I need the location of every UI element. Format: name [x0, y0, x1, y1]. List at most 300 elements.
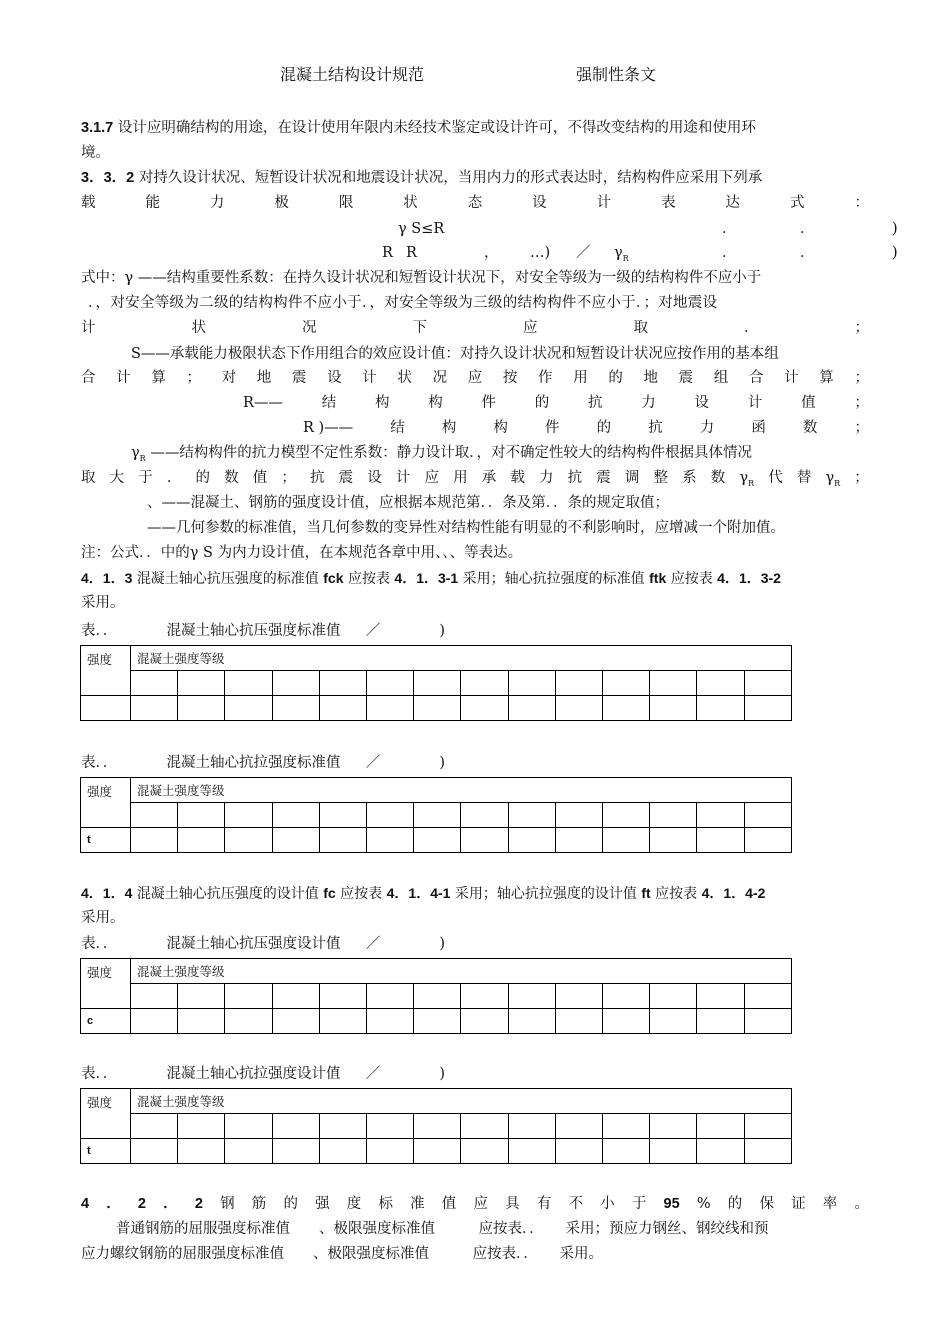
- word: 构: [428, 395, 443, 411]
- word: 强: [315, 1196, 330, 1212]
- table-cell: [178, 828, 225, 853]
- table-cell: [744, 984, 791, 1009]
- word: 应: [523, 320, 538, 336]
- table-cell: [603, 1009, 650, 1034]
- explanation-line2: ．，对安全等级为二级的结构构件不应小于．，对安全等级为三级的结构构件不应小于．；对地震设: [88, 295, 718, 311]
- table-cell: [414, 696, 461, 721]
- word: 取: [633, 320, 648, 336]
- table-cell: [508, 828, 555, 853]
- table-cell: [319, 828, 366, 853]
- caption-slash: ／: [365, 623, 381, 639]
- word: 按: [502, 370, 518, 386]
- table-header-row: [81, 1089, 792, 1114]
- word: 地: [643, 370, 658, 386]
- word: ；: [854, 470, 869, 486]
- word: 2: [137, 1196, 146, 1212]
- text: 应按表: [347, 571, 390, 587]
- formula-2-dot-b: ．: [800, 245, 815, 261]
- word: 函: [751, 420, 766, 436]
- table-row: [81, 828, 792, 853]
- table-cell: [744, 1139, 791, 1164]
- r-definition-line: [243, 391, 869, 415]
- word: 的: [534, 395, 550, 411]
- word: 结: [321, 395, 337, 411]
- table-cell: [603, 828, 650, 853]
- table-cell: [697, 803, 744, 828]
- word: 载: [510, 470, 525, 486]
- word: 式: [789, 195, 805, 211]
- table-cell: [603, 696, 650, 721]
- table-cell: [650, 1139, 697, 1164]
- table-cell: [178, 803, 225, 828]
- table3-caption: [81, 932, 445, 956]
- table-cell: [508, 1139, 555, 1164]
- caption-title: 混凝土轴心抗拉强度设计值: [166, 1066, 341, 1082]
- word: γ: [739, 470, 749, 486]
- word: 抗: [310, 470, 325, 486]
- symbol-fck: fck: [323, 570, 344, 586]
- word: 的: [283, 1196, 298, 1212]
- word: 设: [367, 470, 382, 486]
- word: 证: [791, 1196, 806, 1212]
- table-cell: [367, 1139, 414, 1164]
- gamma-subscript: R: [748, 479, 755, 488]
- fy-definition-line: 、——混凝土、钢筋的强度设计值，应根据本规范第．．条及第．．条的规定取值；: [147, 495, 669, 511]
- word: 4: [81, 1196, 90, 1212]
- table-cell: [697, 671, 744, 696]
- word: 计: [81, 320, 96, 336]
- caption-number: 表．．: [81, 1066, 118, 1082]
- text: 混凝土轴心抗压强度的设计值: [136, 886, 319, 902]
- word: 态: [467, 195, 483, 211]
- word: ；: [854, 395, 869, 411]
- word: 震: [678, 370, 694, 386]
- word: 对: [221, 370, 237, 386]
- table-cell: [367, 828, 414, 853]
- word: 计: [395, 470, 411, 486]
- word: 结: [390, 420, 405, 436]
- word: 值: [441, 1196, 457, 1212]
- table-cell: [650, 1114, 697, 1139]
- clause-413-line2: 采用。: [81, 595, 125, 611]
- word: 限: [338, 195, 354, 211]
- word: ．: [166, 470, 182, 486]
- table-cell: [367, 696, 414, 721]
- table-cell: [225, 984, 272, 1009]
- table-cell: [461, 803, 508, 828]
- row-label: c: [81, 1009, 131, 1034]
- word: 保: [759, 1196, 774, 1212]
- word: 小: [600, 1196, 615, 1212]
- word: 达: [725, 195, 741, 211]
- formula-2-slash: ／: [576, 245, 591, 261]
- word: 设: [694, 395, 710, 411]
- header-grade: 混凝土强度等级: [131, 646, 792, 671]
- clause-413-line1: [81, 566, 781, 591]
- word: 标: [378, 1196, 393, 1212]
- table-row: [81, 1009, 792, 1034]
- word: 值: [252, 470, 268, 486]
- formula-2-gamma: [614, 241, 629, 267]
- gamma-r-line1: [131, 441, 752, 467]
- word: ；: [854, 420, 869, 436]
- table-cell: [555, 803, 602, 828]
- word: R——: [243, 395, 283, 411]
- word: 率: [822, 1196, 838, 1212]
- symbol-ftk: ftk: [649, 570, 667, 586]
- formula-2-paren: ): [892, 245, 898, 261]
- table-cell: [555, 828, 602, 853]
- gamma-r-text: ——结构构件的抗力模型不定性系数：静力设计取．，对不确定性较大的结构构件根据具体情况: [150, 445, 753, 461]
- table-cell: [319, 984, 366, 1009]
- table-cell: [225, 828, 272, 853]
- table4: [80, 1088, 792, 1164]
- formula-1: γ S≤R: [398, 221, 445, 237]
- word: 地: [256, 370, 272, 386]
- table-cell: [367, 1009, 414, 1034]
- table-cell: [461, 696, 508, 721]
- gamma-subscript: R: [139, 454, 146, 463]
- caption-paren: ): [439, 623, 446, 639]
- table-cell: [131, 803, 178, 828]
- symbol-fc: fc: [323, 885, 336, 901]
- caption-paren: ): [439, 1066, 446, 1082]
- table-cell: [603, 803, 650, 828]
- table2: [80, 777, 792, 853]
- table-cell: [461, 984, 508, 1009]
- clause-332-number: 3．3．2: [81, 170, 135, 186]
- table-cell: [508, 803, 555, 828]
- explanation-line1: 式中：γ ——结构重要性系数：在持久设计状况和短暂设计状况下，对安全等级为一级的结构构件不应小于: [81, 270, 762, 286]
- word: 应: [473, 1196, 488, 1212]
- word: 下: [412, 320, 427, 336]
- header-strength: 强度: [81, 959, 131, 1009]
- table-cell: [367, 671, 414, 696]
- table-cell: [697, 1009, 744, 1034]
- word: 计: [362, 370, 377, 386]
- word: 合: [81, 370, 96, 386]
- table-cell: [272, 1009, 319, 1034]
- table-cell: [461, 671, 508, 696]
- word: γ: [825, 470, 835, 486]
- word: 计: [596, 195, 612, 211]
- s-definition-line2: [81, 366, 869, 390]
- note-line: 注：公式．．中的γ S 为内力设计值，在本规范各章中用、、、等表达。: [81, 545, 523, 561]
- table-cell: [414, 1114, 461, 1139]
- table-cell: [225, 696, 272, 721]
- table-cell: [272, 828, 319, 853]
- caption-paren: ): [439, 755, 446, 771]
- word: ．: [106, 1196, 121, 1212]
- caption-title: 混凝土轴心抗拉强度标准值: [166, 755, 341, 771]
- table-cell: [319, 1139, 366, 1164]
- word: 应: [467, 370, 483, 386]
- row-label: t: [81, 828, 131, 853]
- word: 不: [568, 1196, 583, 1212]
- formula-2-r2: R: [406, 245, 417, 261]
- clause-317-line2: 境。: [81, 145, 110, 161]
- caption-title: 混凝土轴心抗压强度标准值: [166, 623, 341, 639]
- header-grade: 混凝土强度等级: [131, 959, 792, 984]
- word: 极: [274, 195, 289, 211]
- clause-332-line1: [81, 166, 762, 190]
- table2-caption: [81, 751, 445, 775]
- table-cell: [319, 1009, 366, 1034]
- table-cell: [178, 1114, 225, 1139]
- table-cell: [744, 696, 791, 721]
- word: 的: [195, 470, 210, 486]
- table-cell: [697, 1139, 744, 1164]
- table-header-row: [81, 778, 792, 803]
- gamma-symbol: γ: [614, 245, 623, 261]
- table-cell: [178, 696, 225, 721]
- formula-2-r1: R: [382, 245, 393, 261]
- word: 载: [81, 195, 96, 211]
- word: 代: [768, 470, 783, 486]
- header-strength: 强度: [81, 778, 131, 828]
- clause-422-line1: [81, 1192, 869, 1216]
- row-label: [81, 696, 131, 721]
- word: 震: [596, 470, 611, 486]
- clause-332-line2: [81, 191, 869, 215]
- table-cell: [508, 984, 555, 1009]
- table-cell: [555, 1139, 602, 1164]
- explanation-line3: [81, 316, 869, 340]
- word: 应: [424, 470, 439, 486]
- row-label: t: [81, 1139, 131, 1164]
- table-cell: [272, 671, 319, 696]
- formula-2-dot-a: ．: [722, 245, 737, 261]
- table-header-row: [81, 959, 792, 984]
- clause-317-number: 3.1.7: [81, 120, 114, 136]
- word: %: [696, 1196, 711, 1212]
- table-cell: [508, 1114, 555, 1139]
- word: 算: [819, 370, 834, 386]
- word: 系: [682, 470, 697, 486]
- table-cell: [650, 696, 697, 721]
- text: 应按表: [670, 571, 713, 587]
- table-cell: [131, 984, 178, 1009]
- word: 筋: [251, 1196, 267, 1212]
- table-ref: 4．1．4-1: [386, 885, 451, 901]
- table-cell: [508, 1009, 555, 1034]
- doc-subtitle: 强制性条文: [576, 67, 657, 84]
- word: R )——: [303, 420, 354, 436]
- word: 度: [346, 1196, 362, 1212]
- word: 力: [209, 195, 225, 211]
- word: 替: [796, 470, 812, 486]
- table-cell: [744, 671, 791, 696]
- caption-number: 表．．: [81, 936, 118, 952]
- caption-slash: ／: [365, 1066, 381, 1082]
- table-cell: [414, 803, 461, 828]
- word: 钢: [220, 1196, 235, 1212]
- table-cell: [603, 1114, 650, 1139]
- word: 表: [661, 195, 676, 211]
- formula-2-ellipsis: …): [530, 245, 551, 261]
- word: 数: [802, 420, 818, 436]
- caption-paren: ): [439, 936, 446, 952]
- table-ref: 4．1．3-1: [394, 570, 459, 586]
- formula-2-comma: ，: [484, 245, 499, 261]
- gamma-subscript: R: [834, 479, 841, 488]
- table-cell: [508, 671, 555, 696]
- table-cell: [319, 696, 366, 721]
- table-cell: [225, 1114, 272, 1139]
- table-cell: [508, 696, 555, 721]
- table-cell: [178, 671, 225, 696]
- formula-1-dot-a: ．: [722, 221, 737, 237]
- formula-1-dot-b: ．: [800, 221, 815, 237]
- word: 计: [784, 370, 799, 386]
- text: 混凝土轴心抗压强度的标准值: [136, 571, 319, 587]
- clause-317-line1: [81, 116, 756, 140]
- word: 。: [854, 1196, 869, 1212]
- table-cell: [225, 671, 272, 696]
- table1-caption: [81, 619, 445, 643]
- table-grade-row: [81, 803, 792, 828]
- word: 抗: [588, 395, 603, 411]
- s-definition-line1: S——承载能力极限状态下作用组合的效应设计值：对持久设计状况和短暂设计状况应按作用的基本组: [131, 346, 779, 362]
- table-row: [81, 1139, 792, 1164]
- table-cell: [555, 984, 602, 1009]
- table-cell: [650, 803, 697, 828]
- word: 2: [194, 1196, 203, 1212]
- table-cell: [131, 696, 178, 721]
- table-cell: [744, 828, 791, 853]
- table-cell: [131, 828, 178, 853]
- word: ：: [854, 195, 869, 211]
- word: 于: [631, 1196, 647, 1212]
- header-grade: 混凝土强度等级: [131, 778, 792, 803]
- table-cell: [650, 1009, 697, 1034]
- word: 力: [699, 420, 715, 436]
- table-cell: [319, 671, 366, 696]
- table-cell: [414, 828, 461, 853]
- table-cell: [225, 1009, 272, 1034]
- word: ；: [854, 320, 869, 336]
- table-cell: [650, 671, 697, 696]
- table3: [80, 958, 792, 1034]
- table-cell: [367, 984, 414, 1009]
- text: 采用；轴心抗拉强度的标准值: [462, 571, 645, 587]
- table-cell: [461, 1114, 508, 1139]
- word: 数: [710, 470, 726, 486]
- word: 整: [653, 470, 668, 486]
- table-grade-row: [81, 1114, 792, 1139]
- word: 算: [151, 370, 166, 386]
- word: ．: [163, 1196, 178, 1212]
- formula-1-paren: ): [892, 221, 898, 237]
- word: 用: [453, 470, 468, 486]
- word: 设: [327, 370, 342, 386]
- table-cell: [697, 696, 744, 721]
- gamma-symbol: γ: [131, 445, 140, 461]
- word: 力: [641, 395, 656, 411]
- word: 大: [109, 470, 125, 486]
- symbol-ft: ft: [641, 885, 651, 901]
- table-cell: [272, 1114, 319, 1139]
- header-grade: 混凝土强度等级: [131, 1089, 792, 1114]
- table-cell: [555, 1114, 602, 1139]
- word: 抗: [567, 470, 583, 486]
- word: 有: [536, 1196, 552, 1212]
- word: ；: [854, 370, 869, 386]
- table-cell: [178, 1139, 225, 1164]
- word: 抗: [648, 420, 663, 436]
- table-cell: [225, 1139, 272, 1164]
- table-cell: [555, 696, 602, 721]
- word: 准: [410, 1196, 425, 1212]
- gamma-with-subscript: [825, 466, 840, 492]
- table-cell: [697, 828, 744, 853]
- table-header-row: [81, 646, 792, 671]
- table-cell: [461, 828, 508, 853]
- table-cell: [272, 1139, 319, 1164]
- word: 95: [663, 1196, 680, 1212]
- table-ref: 4．1．3-2: [717, 570, 781, 586]
- word: 用: [573, 370, 588, 386]
- table-cell: [178, 1009, 225, 1034]
- word: 的: [608, 370, 623, 386]
- table-cell: [414, 1009, 461, 1034]
- word: 作: [538, 370, 553, 386]
- word: 数: [224, 470, 239, 486]
- word: 况: [432, 370, 448, 386]
- table-cell: [744, 1114, 791, 1139]
- caption-slash: ／: [365, 755, 381, 771]
- table-cell: [272, 696, 319, 721]
- table-cell: [697, 984, 744, 1009]
- word: 力: [539, 470, 554, 486]
- word: 构: [441, 420, 457, 436]
- table-cell: [414, 984, 461, 1009]
- header-strength: 强度: [81, 1089, 131, 1139]
- table4-caption: [81, 1062, 445, 1086]
- clause-414-number: 4．1．4: [81, 885, 133, 901]
- table-cell: [272, 984, 319, 1009]
- table-cell: [461, 1139, 508, 1164]
- word: 取: [81, 470, 96, 486]
- clause-422-line3: 应力螺纹钢筋的屈服强度标准值 、极限强度标准值 应按表．． 采用。: [81, 1246, 603, 1262]
- rf-definition-line: [303, 416, 869, 440]
- table-cell: [555, 671, 602, 696]
- word: 况: [302, 320, 317, 336]
- word: 的: [727, 1196, 743, 1212]
- table-cell: [555, 1009, 602, 1034]
- caption-number: 表．．: [81, 623, 118, 639]
- word: 设: [532, 195, 547, 211]
- table-cell: [225, 803, 272, 828]
- word: 组: [713, 370, 729, 386]
- doc-title: 混凝土结构设计规范: [280, 67, 425, 84]
- word: 的: [596, 420, 612, 436]
- table-cell: [650, 828, 697, 853]
- table-cell: [131, 671, 178, 696]
- word: ．: [744, 320, 759, 336]
- word: 具: [505, 1196, 520, 1212]
- table-cell: [603, 1139, 650, 1164]
- word: 构: [493, 420, 508, 436]
- geometry-definition-line: ——几何参数的标准值，当几何参数的变异性对结构性能有明显的不利影响时，应增减一个附加值。: [147, 520, 785, 536]
- table-grade-row: [81, 984, 792, 1009]
- table-row: [81, 696, 792, 721]
- table-cell: [744, 803, 791, 828]
- header-strength: 强度: [81, 646, 131, 696]
- clause-413-number: 4．1．3: [81, 570, 133, 586]
- word: ；: [186, 370, 201, 386]
- word: ；: [281, 470, 296, 486]
